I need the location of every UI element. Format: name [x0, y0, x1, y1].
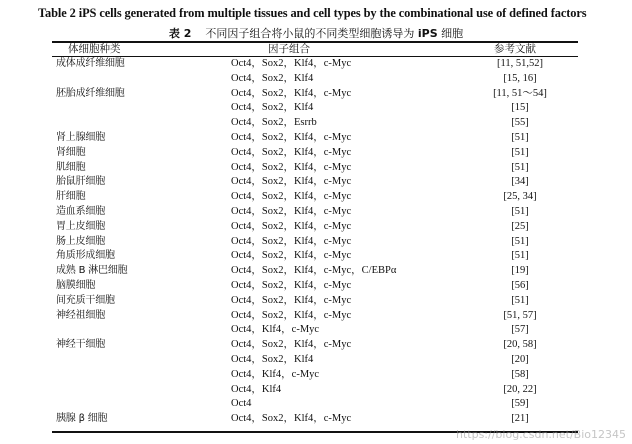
- cell-factors: Oct4，Sox2，Klf4，c-Myc: [231, 294, 352, 306]
- cell-factors: Oct4，Sox2，Klf4: [231, 102, 314, 114]
- table-row: [0, 101, 632, 116]
- cell-ref: [51]: [511, 250, 529, 262]
- table-row: [0, 309, 632, 324]
- cell-type: 造血系细胞: [56, 205, 105, 217]
- table-row: [0, 205, 632, 220]
- cell-factors: Oct4，Sox2，Klf4，c-Myc: [231, 205, 352, 217]
- table-row: [0, 412, 632, 427]
- cell-factors: Oct4，Sox2，Klf4，c-Myc: [231, 250, 352, 262]
- table-row: [0, 249, 632, 264]
- cell-ref: [59]: [511, 398, 529, 410]
- cell-ref: [25]: [511, 220, 529, 232]
- cell-type: 角质形成细胞: [56, 250, 115, 262]
- cell-factors: Oct4，Sox2，Klf4: [231, 72, 314, 84]
- table-row: [0, 338, 632, 353]
- cell-factors: Oct4，Sox2，Klf4，c-Myc: [231, 235, 352, 247]
- table-body: [0, 57, 632, 427]
- table-row: [0, 368, 632, 383]
- cell-factors: Oct4，Sox2，Klf4，c-Myc: [231, 146, 352, 158]
- table-row: [0, 131, 632, 146]
- cell-factors: Oct4，Sox2，Klf4: [231, 353, 314, 365]
- cell-ref: [51]: [511, 235, 529, 247]
- cell-type: 间充质干细胞: [56, 294, 115, 306]
- cell-ref: [51]: [511, 146, 529, 158]
- cell-ref: [51, 57]: [503, 309, 537, 321]
- table-row: [0, 190, 632, 205]
- cell-type: 神经干细胞: [56, 339, 105, 351]
- cell-ref: [20, 22]: [503, 383, 537, 395]
- cell-factors: Oct4，Sox2，Klf4，c-Myc: [231, 279, 352, 291]
- table-row: [0, 161, 632, 176]
- cell-ref: [51]: [511, 205, 529, 217]
- cell-factors: Oct4，Sox2，Klf4，c-Myc: [231, 87, 352, 99]
- cell-type: 脑膜细胞: [56, 279, 96, 291]
- cell-type: 神经祖细胞: [56, 309, 105, 321]
- cell-ref: [58]: [511, 368, 529, 380]
- cell-factors: Oct4，Sox2，Klf4，c-Myc: [231, 131, 352, 143]
- cell-type: 肾上腺细胞: [56, 131, 105, 143]
- header-references: 参考文献: [494, 43, 536, 55]
- cell-type: 胰腺 β 细胞: [56, 413, 108, 425]
- cell-ref: [56]: [511, 279, 529, 291]
- cell-type: 肾细胞: [56, 146, 86, 158]
- cell-ref: [19]: [511, 265, 529, 277]
- cell-ref: [51]: [511, 131, 529, 143]
- cell-type: 成体成纤维细胞: [56, 58, 125, 69]
- cell-ref: [20]: [511, 353, 529, 365]
- cell-ref: [57]: [511, 324, 529, 336]
- cell-ref: [21]: [511, 413, 529, 425]
- cell-factors: Oct4，Sox2，Klf4，c-Myc: [231, 220, 352, 232]
- table-title-english: Table 2 iPS cells generated from multiple tissues and cell types by the combinational use of defined factors: [38, 6, 587, 20]
- cell-factors: Oct4，Sox2，Klf4，c-Myc: [231, 58, 352, 69]
- cell-factors: Oct4，Sox2，Esrrb: [231, 117, 317, 129]
- cell-factors: Oct4，Sox2，Klf4，c-Myc: [231, 161, 352, 173]
- cell-type: 肌细胞: [56, 161, 86, 173]
- cell-factors: Oct4，Klf4，c-Myc: [231, 324, 320, 336]
- table-row: [0, 279, 632, 294]
- cell-factors: Oct4，Klf4，c-Myc: [231, 368, 320, 380]
- cell-factors: Oct4，Sox2，Klf4，c-Myc: [231, 309, 352, 321]
- cell-ref: [51]: [511, 294, 529, 306]
- table-row: [0, 353, 632, 368]
- table-row: [0, 87, 632, 102]
- table-row: [0, 146, 632, 161]
- cell-ref: [55]: [511, 117, 529, 129]
- table-row: [0, 235, 632, 250]
- cell-factors: Oct4，Sox2，Klf4，c-Myc: [231, 413, 352, 425]
- cell-ref: [15, 16]: [503, 72, 537, 84]
- cell-type: 成熟 B 淋巴细胞: [56, 265, 128, 277]
- cell-type: 胚胎成纤维细胞: [56, 87, 125, 99]
- table-row: [0, 175, 632, 190]
- cell-ref: [11, 51,52]: [497, 58, 543, 69]
- table-title-ips: iPS: [417, 27, 438, 40]
- cell-ref: [25, 34]: [503, 191, 537, 203]
- cell-ref: [11, 51～54]: [493, 87, 547, 99]
- cell-factors: Oct4，Sox2，Klf4，c-Myc: [231, 191, 352, 203]
- cell-type: 胎鼠肝细胞: [56, 176, 105, 188]
- header-cell-type: 体细胞种类: [68, 43, 121, 55]
- table-row: [0, 72, 632, 87]
- watermark-url: https://blog.csdn.net/Bio12345: [456, 428, 626, 441]
- cell-factors: Oct4: [231, 398, 252, 410]
- cell-ref: [20, 58]: [503, 339, 537, 351]
- table-title-suffix: 细胞: [441, 27, 464, 40]
- cell-ref: [34]: [511, 176, 529, 188]
- table-row: [0, 116, 632, 131]
- cell-type: 肝细胞: [56, 191, 86, 203]
- cell-factors: Oct4，Klf4: [231, 383, 282, 395]
- cell-factors: Oct4，Sox2，Klf4，c-Myc: [231, 176, 352, 188]
- table-row: [0, 383, 632, 398]
- table-row: [0, 57, 632, 72]
- table-row: [0, 323, 632, 338]
- table-title-number: 表 2: [168, 27, 192, 40]
- cell-factors: Oct4，Sox2，Klf4，c-Myc，C/EBPα: [231, 265, 397, 277]
- cell-factors: Oct4，Sox2，Klf4，c-Myc: [231, 339, 352, 351]
- cell-ref: [15]: [511, 102, 529, 114]
- table-row: [0, 294, 632, 309]
- header-factors: 因子组合: [268, 43, 310, 55]
- cell-type: 肠上皮细胞: [56, 235, 105, 247]
- cell-type: 胃上皮细胞: [56, 220, 105, 232]
- cell-ref: [51]: [511, 161, 529, 173]
- table-title-chinese: [0, 25, 632, 41]
- table-title-text: 不同因子组合将小鼠的不同类型细胞诱导为: [205, 27, 415, 40]
- table-row: [0, 220, 632, 235]
- table-row: [0, 264, 632, 279]
- table-row: [0, 397, 632, 412]
